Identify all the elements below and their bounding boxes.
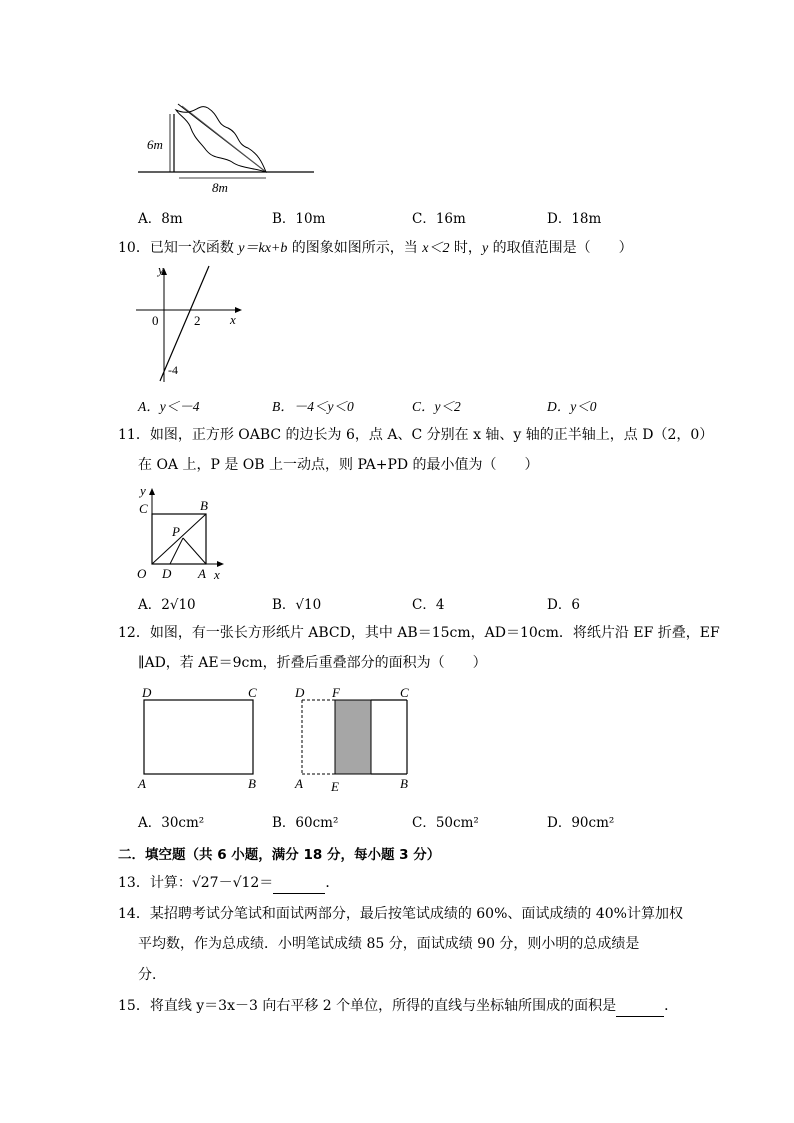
q9-option-a[interactable]: A．8m (138, 211, 183, 227)
q9-option-d[interactable]: D．18m (547, 211, 602, 227)
svg-text:C: C (400, 685, 409, 700)
q10-option-b[interactable]: B．－4＜y＜0 (272, 399, 354, 414)
distance-label: 8m (212, 180, 228, 195)
section-2-title: 二．填空题（共 6 小题，满分 18 分，每小题 3 分） (118, 847, 441, 863)
svg-text:D: D (142, 685, 152, 700)
q9-ladder-figure (136, 96, 326, 196)
q14-line3: 分． (138, 967, 166, 983)
q10-option-c[interactable]: C．y＜2 (412, 399, 461, 414)
x-intercept-label: 2 (194, 313, 201, 328)
q13: 13．计算：√27－√12＝ ． (118, 873, 339, 894)
origin-label: 0 (152, 313, 159, 328)
q11-option-c[interactable]: C．4 (412, 597, 445, 613)
q12-rectangle-figure (136, 684, 266, 794)
ladder-line-2 (182, 106, 266, 172)
q12-option-d[interactable]: D．90cm² (547, 815, 615, 831)
q10-func: y＝kx+b (238, 241, 288, 256)
q10-option-a[interactable]: A．y＜－4 (138, 399, 200, 414)
x-axis-arrow (235, 307, 242, 313)
overlap-region (335, 700, 371, 774)
q10-stem: 10．已知一次函数 y＝kx+b 的图象如图所示，当 x＜2 时，y 的取值范围是（ ） (118, 240, 633, 256)
svg-text:E: E (331, 779, 339, 794)
svg-text:P: P (172, 524, 180, 539)
q10-cond: x＜2 (422, 241, 450, 256)
svg-text:x: x (214, 567, 220, 582)
q10-option-d[interactable]: D．y＜0 (547, 399, 597, 414)
q10-graph (134, 262, 246, 386)
svg-text:y: y (140, 484, 146, 498)
segment-pa (183, 538, 206, 564)
svg-text:C: C (139, 501, 148, 516)
svg-text:D: D (162, 566, 172, 581)
q12-option-c[interactable]: C．50cm² (412, 815, 479, 831)
q11-square-figure (134, 484, 226, 584)
q12-line2: ∥AD，若 AE＝9cm，折叠后重叠部分的面积为（ ） (138, 655, 487, 671)
q14-line2: 平均数，作为总成绩．小明笔试成绩 85 分，面试成绩 90 分，则小明的总成绩是 (138, 936, 640, 952)
q14-line1: 14．某招聘考试分笔试和面试两部分，最后按笔试成绩的 60%、面试成绩的 40%计算加权 (118, 906, 683, 922)
q12-folded-figure (292, 684, 422, 794)
svg-text:A: A (295, 776, 303, 791)
y-label: y (158, 262, 164, 277)
q11-option-b[interactable]: B．√10 (272, 597, 322, 613)
svg-text:A: A (198, 566, 206, 581)
svg-text:C: C (248, 685, 257, 700)
q9-option-b[interactable]: B．10m (272, 211, 326, 227)
rectangle-abcd (144, 700, 253, 774)
svg-text:B: B (200, 498, 208, 513)
svg-text:F: F (332, 685, 340, 700)
q11-option-a[interactable]: A．2√10 (138, 597, 196, 613)
q12-option-a[interactable]: A．30cm² (138, 815, 205, 831)
q11-line1: 11．如图，正方形 OABC 的边长为 6，点 A、C 分别在 x 轴、y 轴的正半轴上，点 D（2，0） (118, 427, 714, 443)
q15: 15．将直线 y＝3x－3 向右平移 2 个单位，所得的直线与坐标轴所围成的面积是 ． (118, 996, 678, 1017)
q12-line1: 12．如图，有一张长方形纸片 ABCD，其中 AB＝15cm，AD＝10cm．将纸片沿 EF 折叠，EF (118, 625, 720, 641)
q11-line2: 在 OA 上，P 是 OB 上一动点，则 PA+PD 的最小值为（ ） (138, 457, 539, 473)
svg-text:B: B (248, 776, 256, 791)
q15-answer-blank[interactable] (616, 996, 664, 1017)
svg-text:O: O (137, 566, 147, 581)
svg-text:D: D (295, 685, 305, 700)
svg-text:B: B (400, 776, 408, 791)
q11-option-d[interactable]: D．6 (547, 597, 580, 613)
x-label: x (230, 312, 236, 327)
q13-answer-blank[interactable] (273, 873, 325, 894)
q12-option-b[interactable]: B．60cm² (272, 815, 339, 831)
diagonal-ob (152, 514, 206, 564)
q9-option-c[interactable]: C．16m (412, 211, 466, 227)
q13-expr: √27－√12＝ (191, 875, 274, 891)
svg-text:A: A (138, 776, 146, 791)
y-intercept-label: -4 (168, 363, 178, 377)
height-label: 6m (147, 137, 163, 152)
